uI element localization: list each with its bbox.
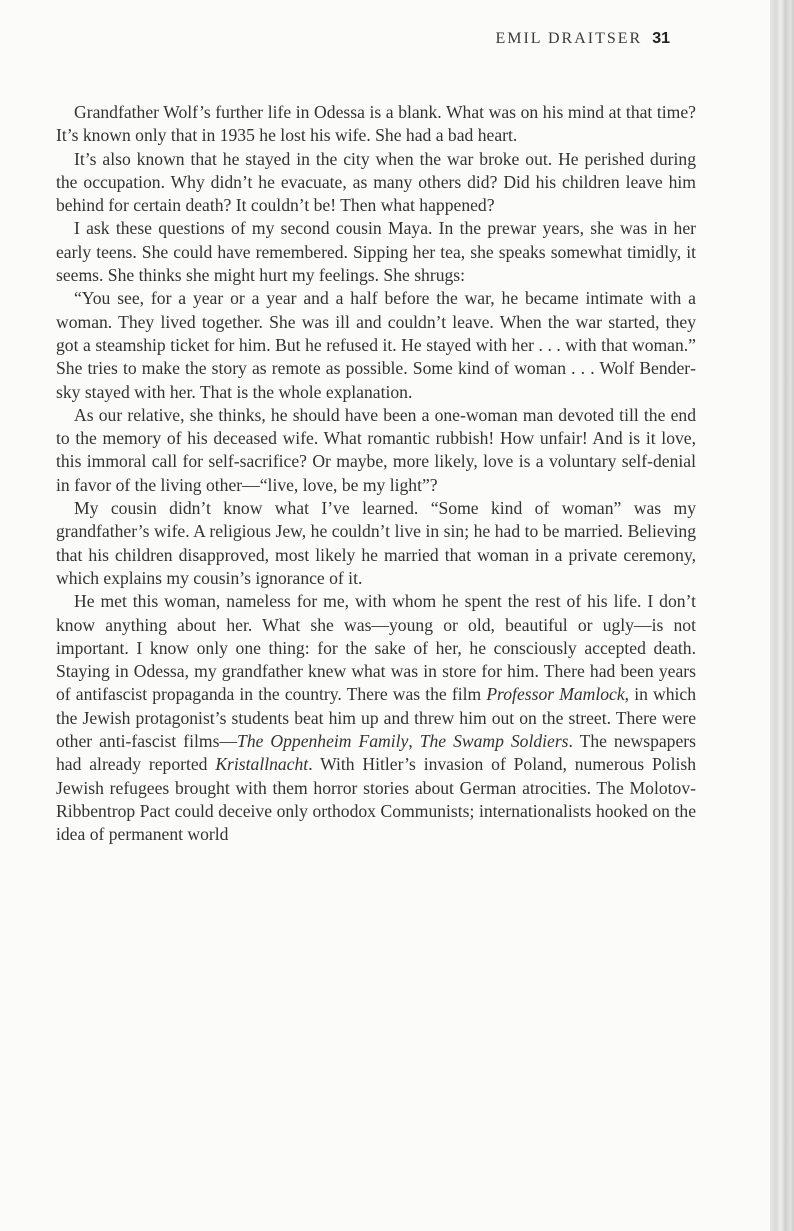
paragraph (56, 497, 696, 590)
text-run: He met this woman, nameless for me, with whom he spent the rest of his life. I don’t know anything about her. What she was—young or old, beautiful or ugly—is not important. I know only one thing: for the sake of her, he consciously accepted death. Staying in Odessa, my grandfather knew what was in store for him. There had been years of antifascist propaganda in the country. There was the film (56, 591, 696, 705)
italic-title: The Swamp Soldiers (419, 731, 569, 752)
text-run: Grandfather Wolf’s further life in Odessa is a blank. What was on his mind at that time? It’s known only that in 1935 he lost his wife. She had a bad heart. (56, 102, 696, 146)
page-edge-shadow (770, 0, 794, 1231)
italic-title: The Oppenheim Family (237, 731, 409, 752)
text-run: . The newspapers had already reported (56, 731, 696, 775)
text-run: “You see, for a year or a year and a half before the war, he became intimate with a woman. They lived together. She was ill and couldn’t leave. When the war started, they got a steamship ticket for him. But he refused it. He stayed with her . . . with that woman.” She tries to make the story as remote as possible. Some kind of woman . . . Wolf Bendersky stayed with her. That is the whole explanation. (56, 288, 696, 402)
page-number: 31 (652, 30, 670, 47)
paragraph (56, 101, 696, 148)
running-head-author: EMIL DRAITSER (495, 30, 643, 47)
text-run: I ask these questions of my second cousin Maya. In the prewar years, she was in her early teens. She could have remembered. Sipping her tea, she speaks somewhat timidly, it seems. She thinks she might hurt my feelings. She shrugs: (56, 218, 696, 286)
paragraph (56, 148, 696, 218)
italic-title: Professor Mamlock (486, 684, 625, 705)
running-head (495, 30, 670, 48)
text-run: As our relative, she thinks, he should have been a one-woman man devoted till the end to the memory of his deceased wife. What romantic rubbish! How unfair! And is it love, this immoral call for self-sacrifice? Or maybe, more likely, love is a voluntary self-denial in favor of the living other—“live, love, be my light”? (56, 404, 696, 495)
text-run: It’s also known that he stayed in the city when the war broke out. He perished during the occupation. Why didn’t he evacuate, as many others did? Did his children leave him behind for certain death? It couldn’t be! Then what happened? (56, 148, 696, 216)
text-run: My cousin didn’t know what I’ve learned. “Some kind of woman” was my grandfather’s wife. A religious Jew, he couldn’t live in sin; he had to be married. Believing that his children disapproved, most likely he married that woman in a private ceremony, which explains my cousin’s ignorance of it. (56, 498, 696, 588)
paragraph (56, 404, 696, 497)
text-run: . With Hitler’s invasion of Poland, numerous Polish Jewish refugees brought with them horror stories about German atrocities. The Molotov-Ribbentrop Pact could deceive only orthodox Communists; internationalists hooked on the idea of permanent world (56, 754, 696, 845)
italic-title: Kristallnacht (215, 754, 309, 775)
body-text (56, 101, 696, 847)
text-run: , in which the Jewish protagonist’s students beat him up and threw him out on the street. There were other anti-fascist films— (56, 684, 696, 752)
text-run: , (408, 731, 420, 752)
paragraph (56, 217, 696, 287)
paragraph (56, 590, 696, 846)
paragraph (56, 287, 696, 403)
